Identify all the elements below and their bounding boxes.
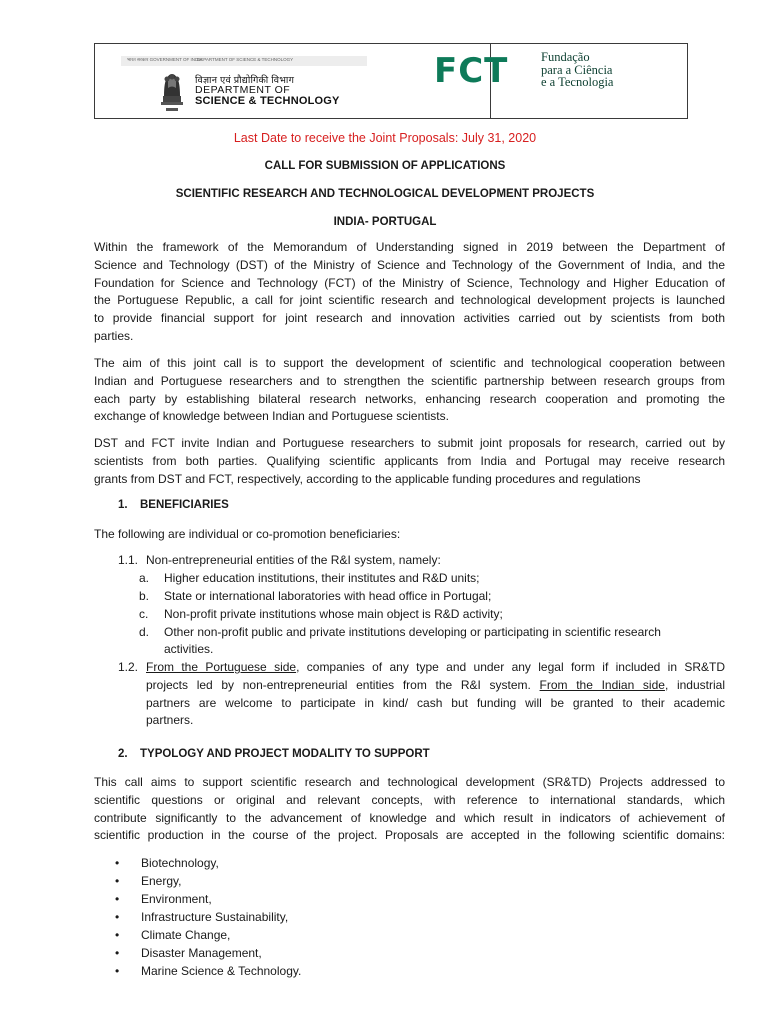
section-number: 1. <box>118 499 128 511</box>
subitem-text: State or international laboratories with head office in Portugal; <box>164 589 492 603</box>
paragraph-line: partners are welcome to participate in kind/ cash but funding will be granted to their academic <box>146 695 725 710</box>
paragraph-line: From the Portuguese side, companies of any type and under any legal form if included in SR&TD <box>146 660 725 674</box>
subitem-letter: a. <box>139 571 150 585</box>
dst-name-line2: SCIENCE & TECHNOLOGY <box>195 95 340 107</box>
subitem-letter: d. <box>139 625 150 639</box>
section-2-heading <box>118 748 430 760</box>
bullet-icon: • <box>115 964 120 978</box>
item-number: 1.2. <box>118 660 139 674</box>
aim-paragraph <box>94 355 725 426</box>
country-title: INDIA- PORTUGAL <box>333 216 437 228</box>
item-text: Non-entrepreneurial entities of the R&I system, namely: <box>146 553 441 567</box>
list-item: • Climate Change, <box>115 928 231 942</box>
invite-paragraph <box>94 435 725 488</box>
paragraph-line: each party by establishing bilateral research networks, enhancing research cooperation and promoting the <box>94 391 725 406</box>
section-1-heading <box>118 499 229 511</box>
deadline-notice: Last Date to receive the Joint Proposals: July 31, 2020 <box>233 131 537 145</box>
list-item: • Marine Science & Technology. <box>115 964 302 978</box>
bullet-icon: • <box>115 946 120 960</box>
paragraph-line: scientific questions or original and relevant concepts, with reference to international standards, which <box>94 792 725 807</box>
dst-topline <box>121 56 367 66</box>
section-title: TYPOLOGY AND PROJECT MODALITY TO SUPPORT <box>140 748 430 760</box>
list-item: • Infrastructure Sustainability, <box>115 910 289 924</box>
list-item: • Disaster Management, <box>115 946 262 960</box>
bullet-icon: • <box>115 910 120 924</box>
paragraph-line: Foundation for Science and Technology (FCT) of the Ministry of Science, Technology and Higher Education of <box>94 275 725 290</box>
dst-topline-left: भारत सरकार GOVERNMENT OF INDIA <box>127 57 203 62</box>
paragraph-line: scientific production in the course of the project. Proposals are accepted in the following scientific domains: <box>94 828 725 843</box>
paragraph-line: The aim of this joint call is to support the development of scientific and technological cooperation between <box>94 356 725 370</box>
section-title: BENEFICIARIES <box>140 499 229 511</box>
paragraph-line: projects led by non-entrepreneurial entities from the R&I system. From the Indian side, industrial <box>146 677 725 692</box>
paragraph-line: Indian and Portuguese researchers and to strengthen the scientific partnership between research groups from <box>94 373 725 388</box>
subitem-text: Other non-profit public and private institutions developing or participating in scientific research <box>164 625 661 639</box>
item-2-paragraph <box>146 659 725 730</box>
fct-name <box>541 51 613 89</box>
paragraph-line: to provide financial support for joint research and innovation activities carried out by scientists from both <box>94 311 725 326</box>
intro-paragraph <box>94 239 725 346</box>
paragraph-line: Science and Technology (DST) of the Ministry of Science and Technology of the Government of India, and the <box>94 257 725 272</box>
section-2-paragraph <box>94 774 725 845</box>
subitem-text: Non-profit private institutions whose main object is R&D activity; <box>164 607 503 621</box>
list-item: • Biotechnology, <box>115 856 219 870</box>
section-number: 2. <box>118 748 128 760</box>
subitem-continuation: activities. <box>164 642 214 656</box>
portuguese-side-label: From the Portuguese side <box>146 660 297 674</box>
bullet-icon: • <box>115 874 120 888</box>
paragraph-line: partners. <box>146 713 194 728</box>
paragraph-line: exchange of knowledge between Indian and Portuguese scientists. <box>94 409 449 424</box>
fct-logo: FCT <box>434 51 509 91</box>
paragraph-line: DST and FCT invite Indian and Portuguese researchers to submit joint proposals for research, carried out by <box>94 436 725 450</box>
project-title: SCIENTIFIC RESEARCH AND TECHNOLOGICAL DEVELOPMENT PROJECTS <box>175 188 595 200</box>
bullet-icon: • <box>115 928 120 942</box>
fct-name-line3: e a Tecnologia <box>541 75 614 89</box>
header-logo-box <box>94 43 688 119</box>
item-number: 1.1. <box>118 553 139 567</box>
paragraph-line: the Portuguese Republic, a call for joint scientific research and technological development projects is launched <box>94 293 725 308</box>
fct-name-line2: para a Ciência <box>541 62 613 77</box>
section-1-intro: The following are individual or co-promotion beneficiaries: <box>94 527 401 541</box>
bullet-icon: • <box>115 892 120 906</box>
paragraph-line: Within the framework of the Memorandum of Understanding signed in 2019 between the Department of <box>94 240 725 254</box>
subitem-letter: b. <box>139 589 150 603</box>
paragraph-line: contribute significantly to the advancement of knowledge and which result in indicators of achievement of <box>94 810 725 825</box>
fct-name-line1: Fundação <box>541 50 590 64</box>
list-item: • Energy, <box>115 874 182 888</box>
paragraph-line: scientists from both parties. Qualifying scientific applicants from India and Portugal may receive research <box>94 453 725 468</box>
paragraph-line: This call aims to support scientific research and technological development (SR&TD) Projects addressed to <box>94 775 725 789</box>
subitem-letter: c. <box>139 607 149 621</box>
dst-hindi-name: विज्ञान एवं प्रौद्योगिकी विभाग <box>195 75 295 86</box>
dst-name-line1: DEPARTMENT OF <box>195 84 291 96</box>
list-item: • Environment, <box>115 892 212 906</box>
indian-side-label: From the Indian side <box>539 677 665 692</box>
subitem-text: Higher education institutions, their institutes and R&D units; <box>164 571 480 585</box>
call-title: CALL FOR SUBMISSION OF APPLICATIONS <box>264 160 506 172</box>
bullet-icon: • <box>115 856 120 870</box>
paragraph-line: grants from DST and FCT, respectively, according to the applicable funding procedures and regulations <box>94 471 641 486</box>
india-emblem-icon <box>155 66 189 114</box>
paragraph-line: parties. <box>94 328 134 343</box>
dst-topline-right: DEPARTMENT OF SCIENCE & TECHNOLOGY <box>197 57 294 62</box>
